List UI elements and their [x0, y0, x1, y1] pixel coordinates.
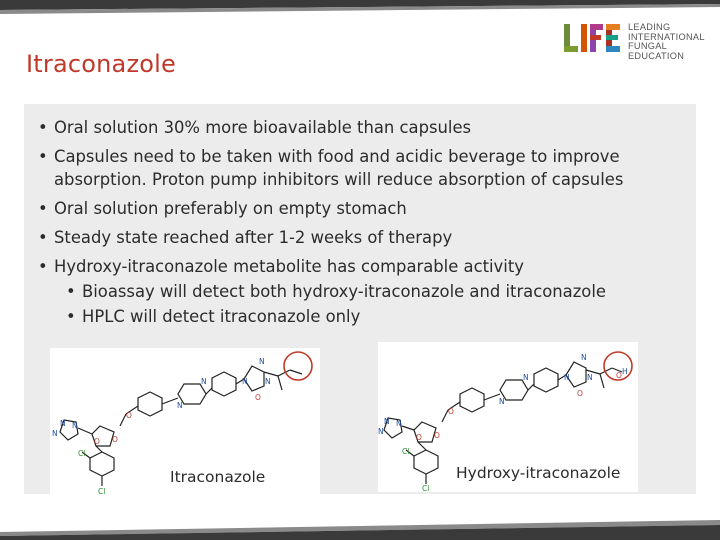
logo-line: FUNGAL	[628, 41, 668, 52]
itraconazole-structure	[50, 348, 320, 496]
top-decorative-stripe	[0, 0, 720, 22]
atom-label: O	[94, 437, 100, 446]
atom-label: N	[259, 357, 265, 366]
atom-label: N	[242, 377, 248, 386]
logo-line: EDUCATION	[628, 50, 685, 61]
atom-label: H	[622, 367, 628, 376]
atom-label: N	[72, 421, 78, 430]
highlight-circle	[284, 352, 312, 380]
atom-label: O	[255, 393, 261, 402]
atom-label: O	[577, 389, 583, 398]
logo-wordmark	[628, 23, 705, 61]
atom-label: O	[126, 411, 132, 420]
atom-label: O	[112, 435, 118, 444]
sub-bullet-item: • HPLC will detect itraconazole only	[66, 305, 688, 328]
atom-label: N	[60, 419, 66, 428]
atom-label: N	[581, 353, 587, 362]
logo-line: LEADING	[628, 22, 671, 32]
bottom-decorative-stripe	[0, 516, 720, 540]
bullet-item: • Hydroxy-itraconazole metabolite has comparable activity	[38, 255, 688, 278]
bullet-item: • Steady state reached after 1-2 weeks of therapy	[38, 226, 688, 249]
atom-label: Cl	[98, 487, 106, 496]
atom-label: N	[396, 419, 402, 428]
atom-label: N	[378, 427, 384, 436]
atom-label: N	[384, 417, 390, 426]
structure-label-itraconazole: Itraconazole	[170, 468, 266, 486]
atom-label: N	[265, 377, 271, 386]
atom-label: N	[587, 373, 593, 382]
sub-bullet-item: • Bioassay will detect both hydroxy-itraconazole and itraconazole	[66, 280, 688, 303]
atom-label: Cl	[78, 449, 86, 458]
atom-label: Cl	[402, 447, 410, 456]
logo-line: INTERNATIONAL	[628, 31, 705, 42]
atom-label: N	[564, 373, 570, 382]
atom-label: Cl	[422, 484, 430, 492]
hydroxy-itraconazole-structure	[378, 342, 638, 492]
atom-label: N	[52, 429, 58, 438]
atom-label: N	[523, 373, 529, 382]
atom-label: O	[416, 433, 422, 442]
bullet-list	[38, 116, 688, 330]
atom-label: O	[448, 407, 454, 416]
atom-label: O	[616, 371, 622, 380]
life-logo-mark	[562, 20, 624, 56]
structure-label-hydroxy-itraconazole: Hydroxy-itraconazole	[456, 464, 621, 482]
life-logo	[562, 20, 712, 60]
atom-label: N	[201, 377, 207, 386]
page-title: Itraconazole	[26, 50, 176, 78]
bullet-item: • Capsules need to be taken with food and acidic beverage to improve absorption. Proton pump inhibitors will reduce absorption of capsules	[38, 145, 688, 191]
bullet-item: • Oral solution preferably on empty stomach	[38, 197, 688, 220]
bullet-item: • Oral solution 30% more bioavailable than capsules	[38, 116, 688, 139]
atom-label: N	[177, 401, 183, 410]
atom-label: N	[499, 397, 505, 406]
atom-label: O	[434, 431, 440, 440]
